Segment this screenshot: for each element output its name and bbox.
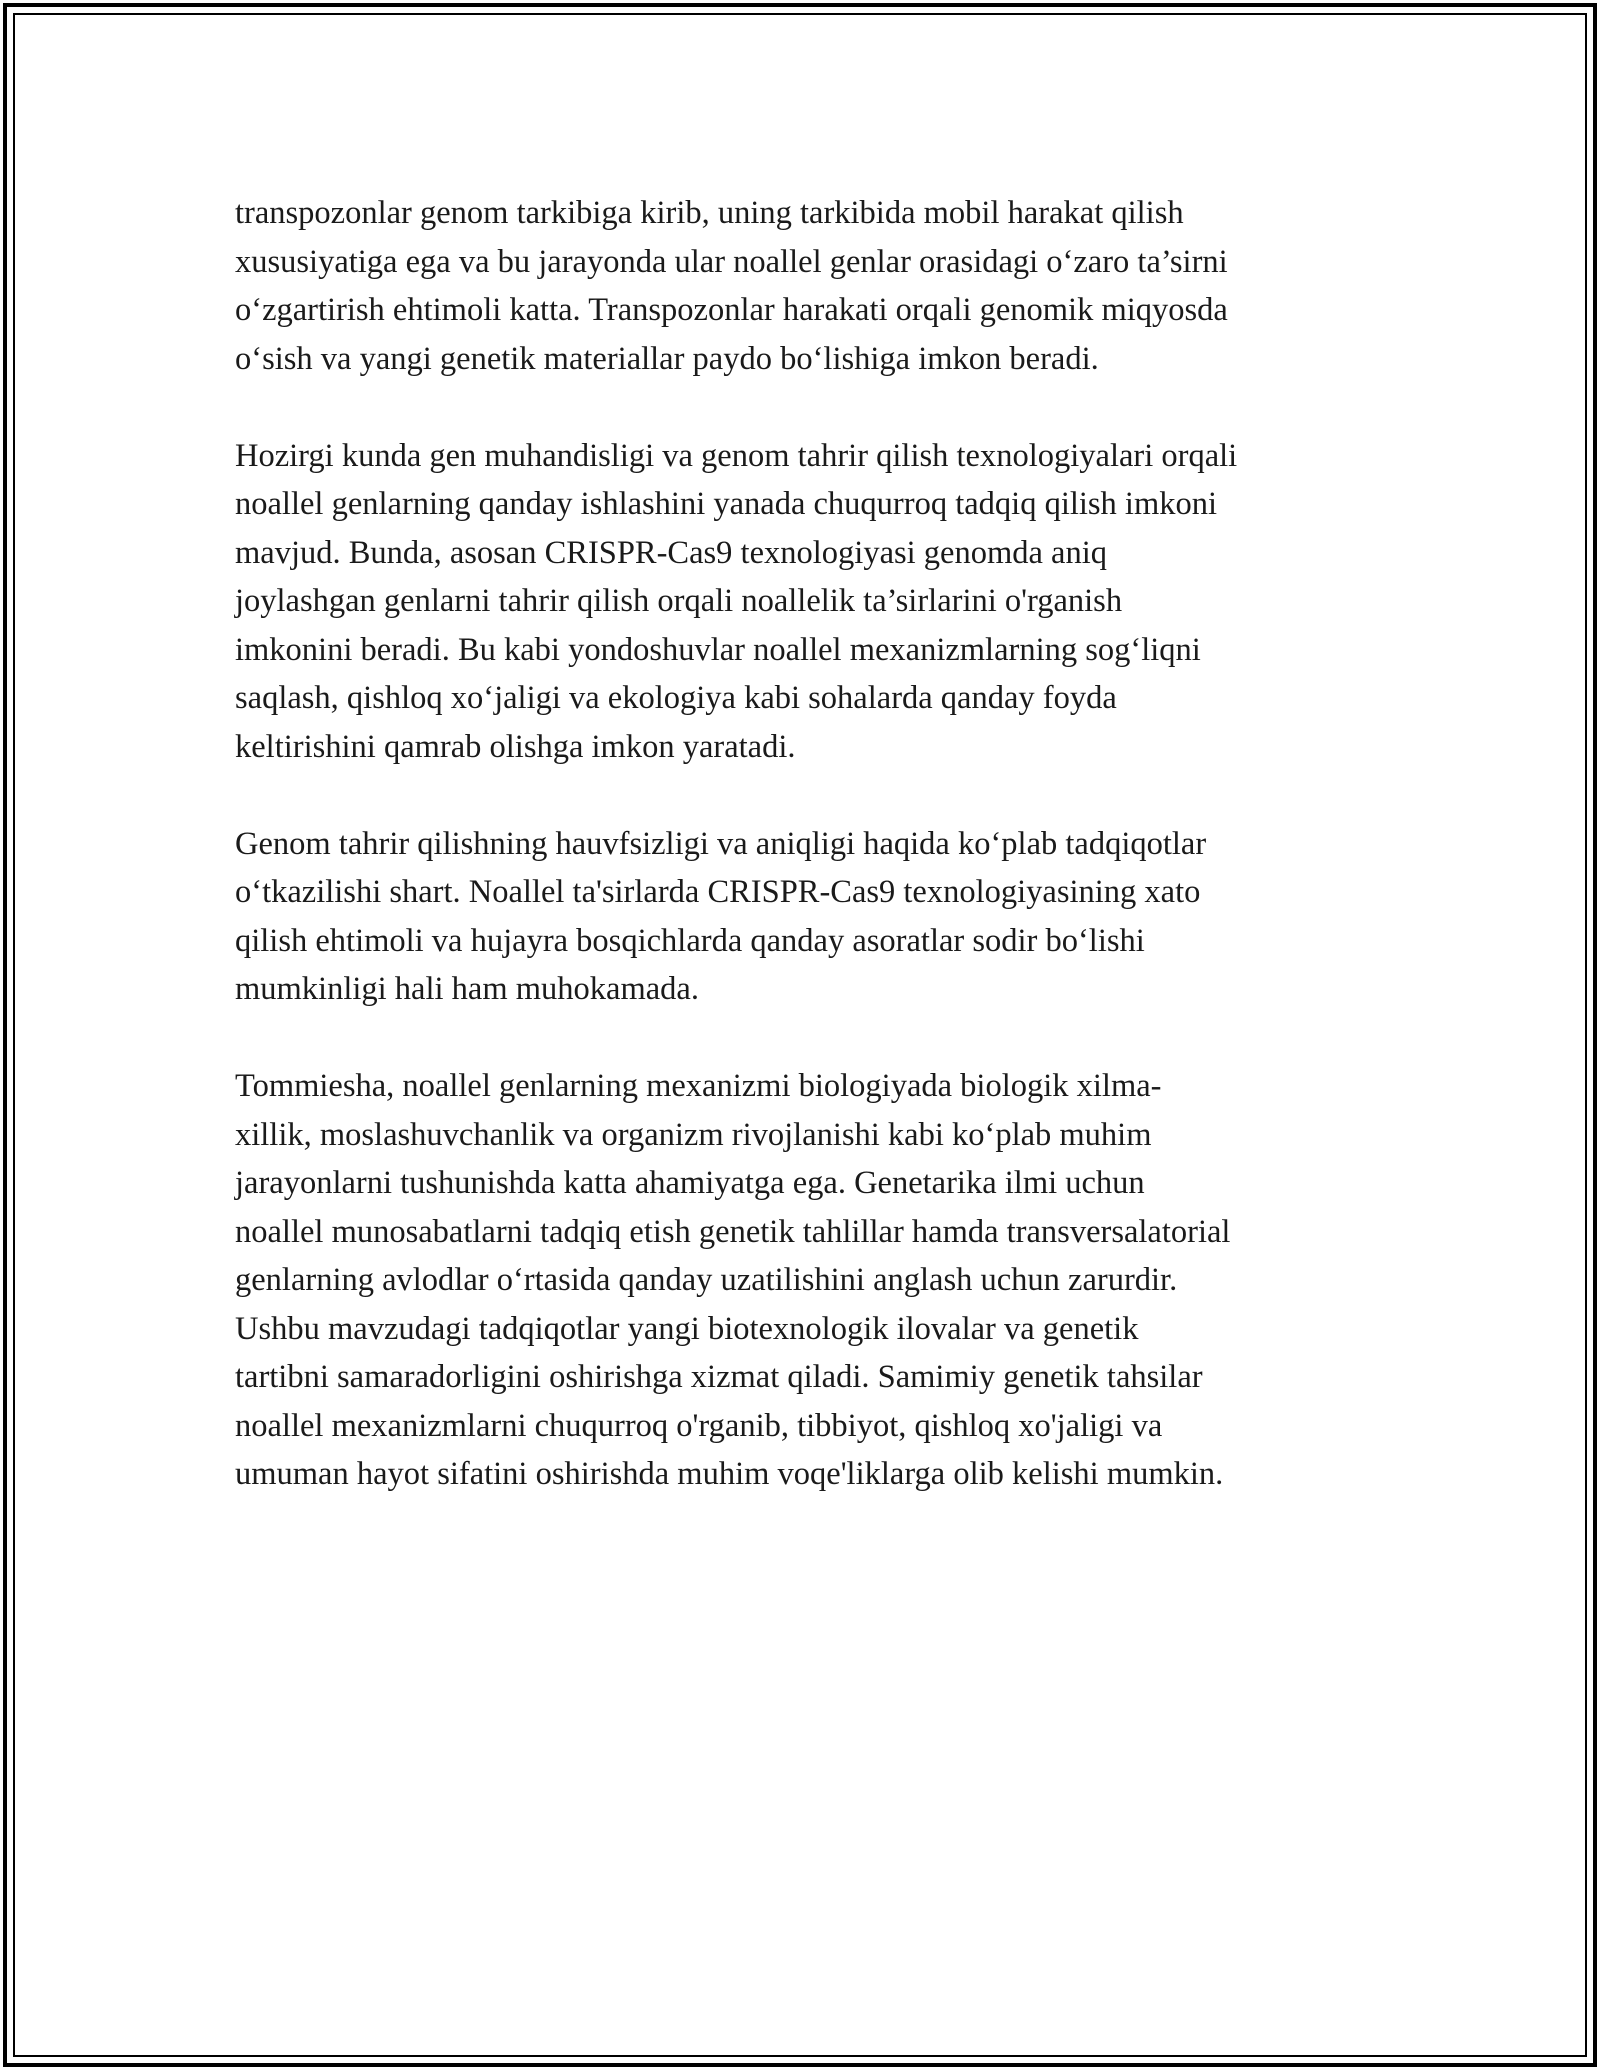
document-body xyxy=(235,189,1385,1547)
paragraph-transposons: transpozonlar genom tarkibiga kirib, uning tarkibida mobil harakat qilish xususiyatiga ega va bu jarayonda ular noallel genlar orasidagi o‘zaro ta’sirni o‘zgartirish ehtimoli katta. Transpozonlar harakati orqali genomik miqyosda o‘sish va yangi genetik materiallar paydo bo‘lishiga imkon beradi. xyxy=(235,195,1228,377)
paragraph-conclusion: Tommiesha, noallel genlarning mexanizmi biologiyada biologik xilma- xillik, moslashuvchanlik va organizm rivojlanishi kabi ko‘plab muhim jarayonlarni tushunishda katta ahamiyatga ega. Genetarika ilmi uchun noallel munosabatlarni tadqiq etish genetik tahlillar hamda transversalatorial genlarning avlodlar o‘rtasida qanday uzatilishini anglash uchun zarurdir. Ushbu mavzudagi tadqiqotlar yangi biotexnologik ilovalar va genetik tartibni samaradorligini oshirishga xizmat qiladi. Samimiy genetik tahsilar noallel mexanizmlarni chuqurroq o'rganib, tibbiyot, qishloq xo'jaligi va umuman hayot sifatini oshirishda muhim voqe'liklarga olib kelishi mumkin. xyxy=(235,1068,1231,1492)
paragraph-safety: Genom tahrir qilishning hauvfsizligi va aniqligi haqida ko‘plab tadqiqotlar o‘tkazilishi shart. Noallel ta'sirlarda CRISPR-Cas9 texnologiyasining xato qilish ehtimoli va hujayra bosqichlarda qanday asoratlar sodir bo‘lishi mumkinligi hali ham muhokamada. xyxy=(235,825,1207,1007)
paragraph-genome-editing: Hozirgi kunda gen muhandisligi va genom tahrir qilish texnologiyalari orqali noallel genlarning qanday ishlashini yanada chuqurroq tadqiq qilish imkoni mavjud. Bunda, asosan CRISPR-Cas9 texnologiyasi genomda aniq joylashgan genlarni tahrir qilish orqali noallelik ta’sirlarini o'rganish imkonini beradi. Bu kabi yondoshuvlar noallel mexanizmlarning sog‘liqni saqlash, qishloq xo‘jaligi va ekologiya kabi sohalarda qanday foyda keltirishini qamrab olishga imkon yaratadi. xyxy=(235,437,1238,765)
